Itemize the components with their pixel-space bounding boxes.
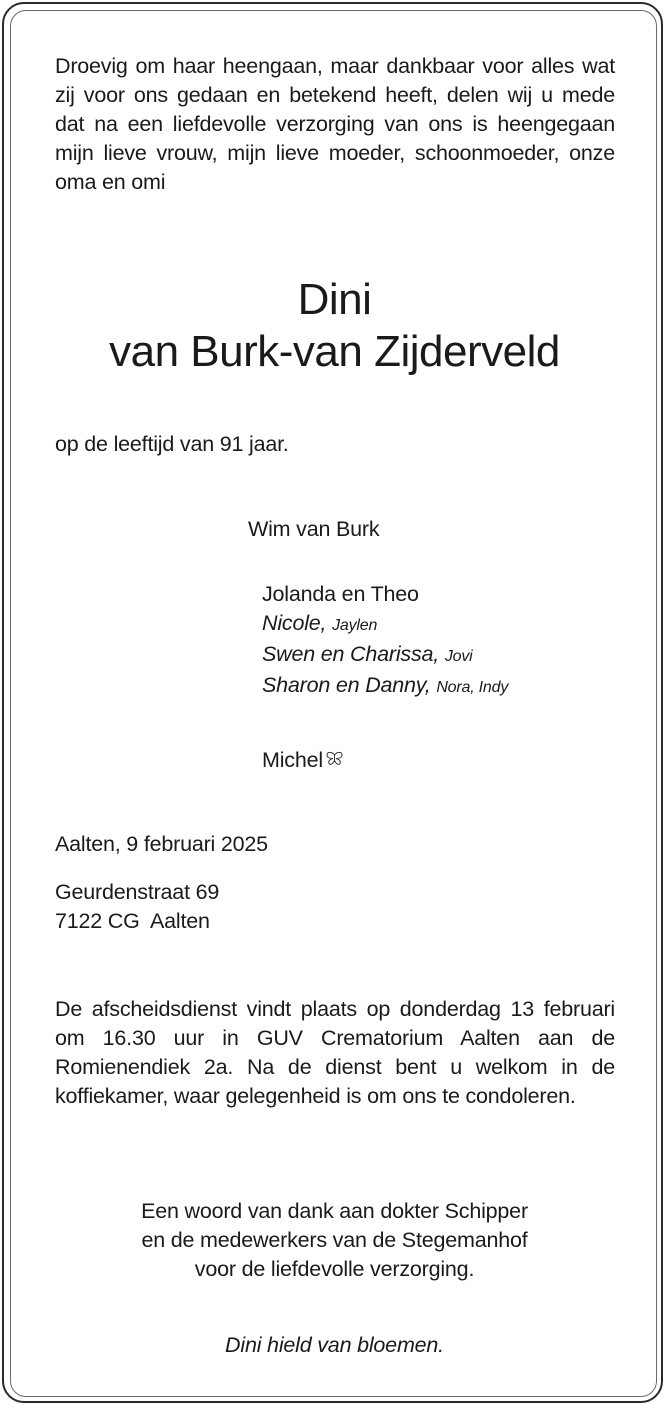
intro-paragraph: Droevig om haar heengaan, maar dankbaar voor alles wat zij voor ons gedaan en betekend heeft, delen wij u mede dat na een liefdevolle verzorging van ons is heengegaan mijn lieve vrouw, mijn lieve moeder, schoonmoeder, onze oma en omi <box>55 54 615 194</box>
great-grandchild-names: Jaylen <box>332 617 378 634</box>
deceased-last-name: van Burk-van Zijderveld <box>109 327 560 376</box>
place-date: Aalten, 9 februari 2025 <box>55 832 268 856</box>
son-line <box>262 746 343 775</box>
great-grandchild-names: Jovi <box>444 648 473 665</box>
husband-name: Wim van Burk <box>248 517 380 541</box>
thanks-block <box>0 1197 669 1284</box>
grandchild-name: Swen en Charissa, <box>262 642 440 666</box>
inner-frame <box>10 10 657 1397</box>
thanks-line-1: Een woord van dank aan dokter Schipper <box>141 1199 528 1223</box>
address-postcode-city: 7122 CG Aalten <box>55 909 210 933</box>
son-name: Michel <box>262 748 323 772</box>
address-street: Geurdenstraat 69 <box>55 880 220 904</box>
thanks-line-3: voor de liefdevolle verzorging. <box>194 1257 475 1281</box>
butterfly-icon <box>326 746 343 775</box>
age-line: op de leeftijd van 91 jaar. <box>55 432 289 456</box>
great-grandchild-names: Nora, Indy <box>436 679 509 696</box>
thanks-line-2: en de medewerkers van de Stegemanhof <box>141 1228 528 1252</box>
grandchild-name: Nicole, <box>262 611 327 635</box>
grandchild-line <box>262 640 508 671</box>
child-couple: Jolanda en Theo <box>262 582 419 606</box>
closing-line: Dini hield van bloemen. <box>225 1333 444 1357</box>
grandchild-line <box>262 609 508 640</box>
family-list <box>262 580 508 702</box>
grandchild-line <box>262 671 508 702</box>
deceased-first-name: Dini <box>297 275 372 324</box>
grandchild-name: Sharon en Danny, <box>262 673 431 697</box>
address-block <box>55 878 615 936</box>
service-paragraph: De afscheidsdienst vindt plaats op donderdag 13 februari om 16.30 uur in GUV Crematorium Aalten aan de Romienendiek 2a. Na de dienst bent u welkom in de koffiekamer, waar gelegenheid is om ons te condoleren. <box>55 997 615 1108</box>
